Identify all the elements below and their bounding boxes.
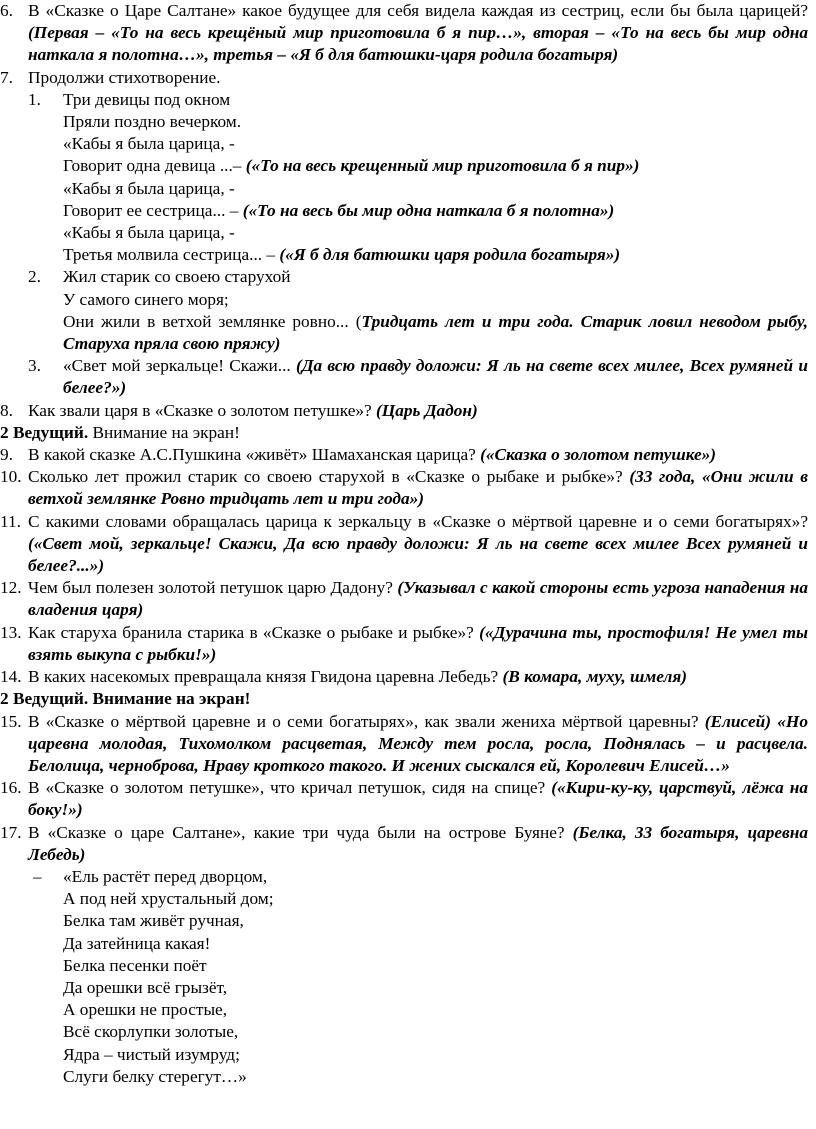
poem-answer: («То на весь бы мир одна наткала б я полотна») — [242, 200, 615, 220]
question-text: В «Сказке о золотом петушке», что кричал петушок, сидя на спице? — [28, 778, 552, 798]
poem-task-1 — [0, 89, 808, 267]
question-answer: («Дурачина ты, простофиля! Не умел ты взять выкупа с рыбки!») — [28, 622, 808, 664]
question-text: В какой сказке А.С.Пушкина «живёт» Шамаханская царица? — [28, 445, 481, 465]
subitem-number: 3. — [28, 356, 41, 376]
host-label: 2 Ведущий. — [0, 422, 89, 442]
poem-line: Слуги белку стерегут…» — [63, 1066, 247, 1086]
question-8 — [0, 400, 808, 422]
question-7 — [0, 67, 808, 89]
question-number: 12. — [0, 578, 22, 598]
poem-line: Белка там живёт ручная, — [63, 911, 244, 931]
question-11 — [0, 511, 808, 578]
question-text: В «Сказке о Царе Салтане» какое будущее для себя видела каждая из сестриц, если бы была царицей? — [28, 1, 808, 20]
poem-line: Три девицы под окном — [63, 89, 231, 109]
question-number: 13. — [0, 622, 22, 642]
question-text: Продолжи стихотворение. — [28, 67, 221, 87]
poem-line: Жил старик со своею старухой — [63, 267, 291, 287]
question-text: Чем был полезен золотой петушок царю Дадону? — [28, 578, 398, 598]
question-answer: (Белка, 33 богатыря, царевна Лебедь) — [28, 822, 809, 864]
question-answer: (В комара, муху, шмеля) — [502, 667, 687, 687]
question-number: 15. — [0, 711, 22, 731]
question-answer: (Первая – «То на весь крещёный мир приготовила б я пир…», вторая – «То на весь бы мир одна наткала я полотна…», третья – «Я б для батюшки-царя родила богатыря) — [28, 23, 808, 65]
host-text: Внимание на экран! — [88, 422, 240, 442]
question-12 — [0, 577, 808, 621]
question-number: 7. — [0, 67, 13, 87]
question-number: 14. — [0, 667, 22, 687]
question-number: 11. — [0, 511, 21, 531]
question-answer: («Кири-ку-ку, царствуй, лёжа на боку!») — [28, 778, 809, 820]
poem-line: Пряли поздно вечерком. — [63, 112, 242, 132]
host-line-2: 2 Ведущий. Внимание на экран! — [0, 689, 251, 709]
poem-line — [63, 244, 808, 266]
poem-line: «Кабы я была царица, - — [63, 178, 235, 198]
question-answer: (Указывал с какой стороны есть угроза нападения на владения царя) — [28, 578, 808, 620]
question-text: В «Сказке о царе Салтане», какие три чуда были на острове Буяне? — [28, 822, 573, 842]
poem-line — [63, 155, 808, 177]
question-number: 9. — [0, 445, 13, 465]
question-number: 17. — [0, 822, 22, 842]
poem-quote — [0, 866, 808, 1088]
host-line-1 — [0, 422, 808, 444]
poem-line: «Кабы я была царица, - — [63, 134, 235, 154]
poem-task-3 — [0, 355, 808, 399]
poem-answer: (Да всю правду доложи: Я ль на свете всех милее, Всех румяней и белее?») — [63, 356, 808, 398]
question-answer: (Царь Дадон) — [376, 400, 478, 420]
question-15 — [0, 711, 808, 778]
question-14 — [0, 666, 808, 688]
poem-text: Третья молвила сестрица... – — [63, 245, 280, 265]
poem-line: Белка песенки поёт — [63, 955, 207, 975]
poem-line: А под ней хрустальный дом; — [63, 889, 274, 909]
poem-line: Да затейница какая! — [63, 933, 211, 953]
question-number: 10. — [0, 467, 22, 487]
question-17 — [0, 822, 808, 866]
poem-text: «Свет мой зеркальце! Скажи... — [63, 356, 296, 376]
poem-line — [63, 200, 808, 222]
poem-answer: Тридцать лет и три года. Старик ловил неводом рыбу, Старуха пряла свою пряжу) — [63, 311, 808, 354]
poem-line: Всё скорлупки золотые, — [63, 1022, 239, 1042]
poem-line: А орешки не простые, — [63, 1000, 228, 1020]
question-13 — [0, 622, 808, 666]
question-text: Как звали царя в «Сказке о золотом петушке»? — [28, 400, 377, 420]
question-text: В каких насекомых превращала князя Гвидона царевна Лебедь? — [28, 667, 503, 687]
question-number: 16. — [0, 778, 22, 798]
poem-answer: («Я б для батюшки царя родила богатыря») — [279, 245, 621, 265]
question-answer: («Свет мой, зеркальце! Скажи, Да всю правду доложи: Я ль на свете всех милее Всех румяней и белее?...») — [28, 533, 808, 576]
question-text: Сколько лет прожил старик со своею старухой в «Сказке о рыбаке и рыбке»? — [28, 467, 630, 487]
poem-text: Они жили в ветхой землянке ровно... ( — [63, 311, 362, 331]
question-16 — [0, 777, 808, 821]
question-number: 8. — [0, 400, 13, 420]
question-number: 6. — [0, 1, 13, 20]
question-answer: («Сказка о золотом петушке») — [480, 445, 717, 465]
poem-line: Ядра – чистый изумруд; — [63, 1044, 240, 1064]
question-10 — [0, 466, 808, 510]
poem-line — [63, 311, 808, 355]
poem-line: «Кабы я была царица, - — [63, 223, 235, 243]
poem-task-2 — [0, 266, 808, 355]
question-answer: (Елисей) «Но царевна молодая, Тихомолком расцветая, Между тем росла, росла, Поднялась – и расцвела. Белолица, черноброва, Нраву кроткого такого. И жених сыскался ей, Королевич Елисей…» — [28, 711, 808, 775]
poem-line: У самого синего моря; — [63, 289, 229, 309]
question-text: Как старуха бранила старика в «Сказке о рыбаке и рыбке»? — [28, 622, 480, 642]
poem-text: Говорит одна девица ...– — [63, 156, 246, 176]
question-6 — [0, 0, 808, 67]
question-text: С какими словами обращалась царица к зеркальцу в «Сказке о мёртвой царевне и о семи богатырях»? — [28, 511, 808, 531]
dash-bullet: – — [33, 866, 42, 886]
poem-answer: («То на весь крещенный мир приготовила б я пир») — [245, 156, 640, 176]
poem-line: «Ель растёт перед дворцом, — [63, 866, 268, 886]
question-9 — [0, 444, 808, 466]
poem-text: Говорит ее сестрица... – — [63, 200, 243, 220]
poem-line: Да орешки всё грызёт, — [63, 977, 228, 997]
question-answer: (33 года, «Они жили в ветхой землянке Ровно тридцать лет и три года») — [28, 467, 808, 509]
question-text: В «Сказке о мёртвой царевне и о семи богатырях», как звали жениха мёртвой царевны? — [28, 711, 705, 731]
subitem-number: 1. — [28, 89, 41, 109]
subitem-number: 2. — [28, 267, 41, 287]
